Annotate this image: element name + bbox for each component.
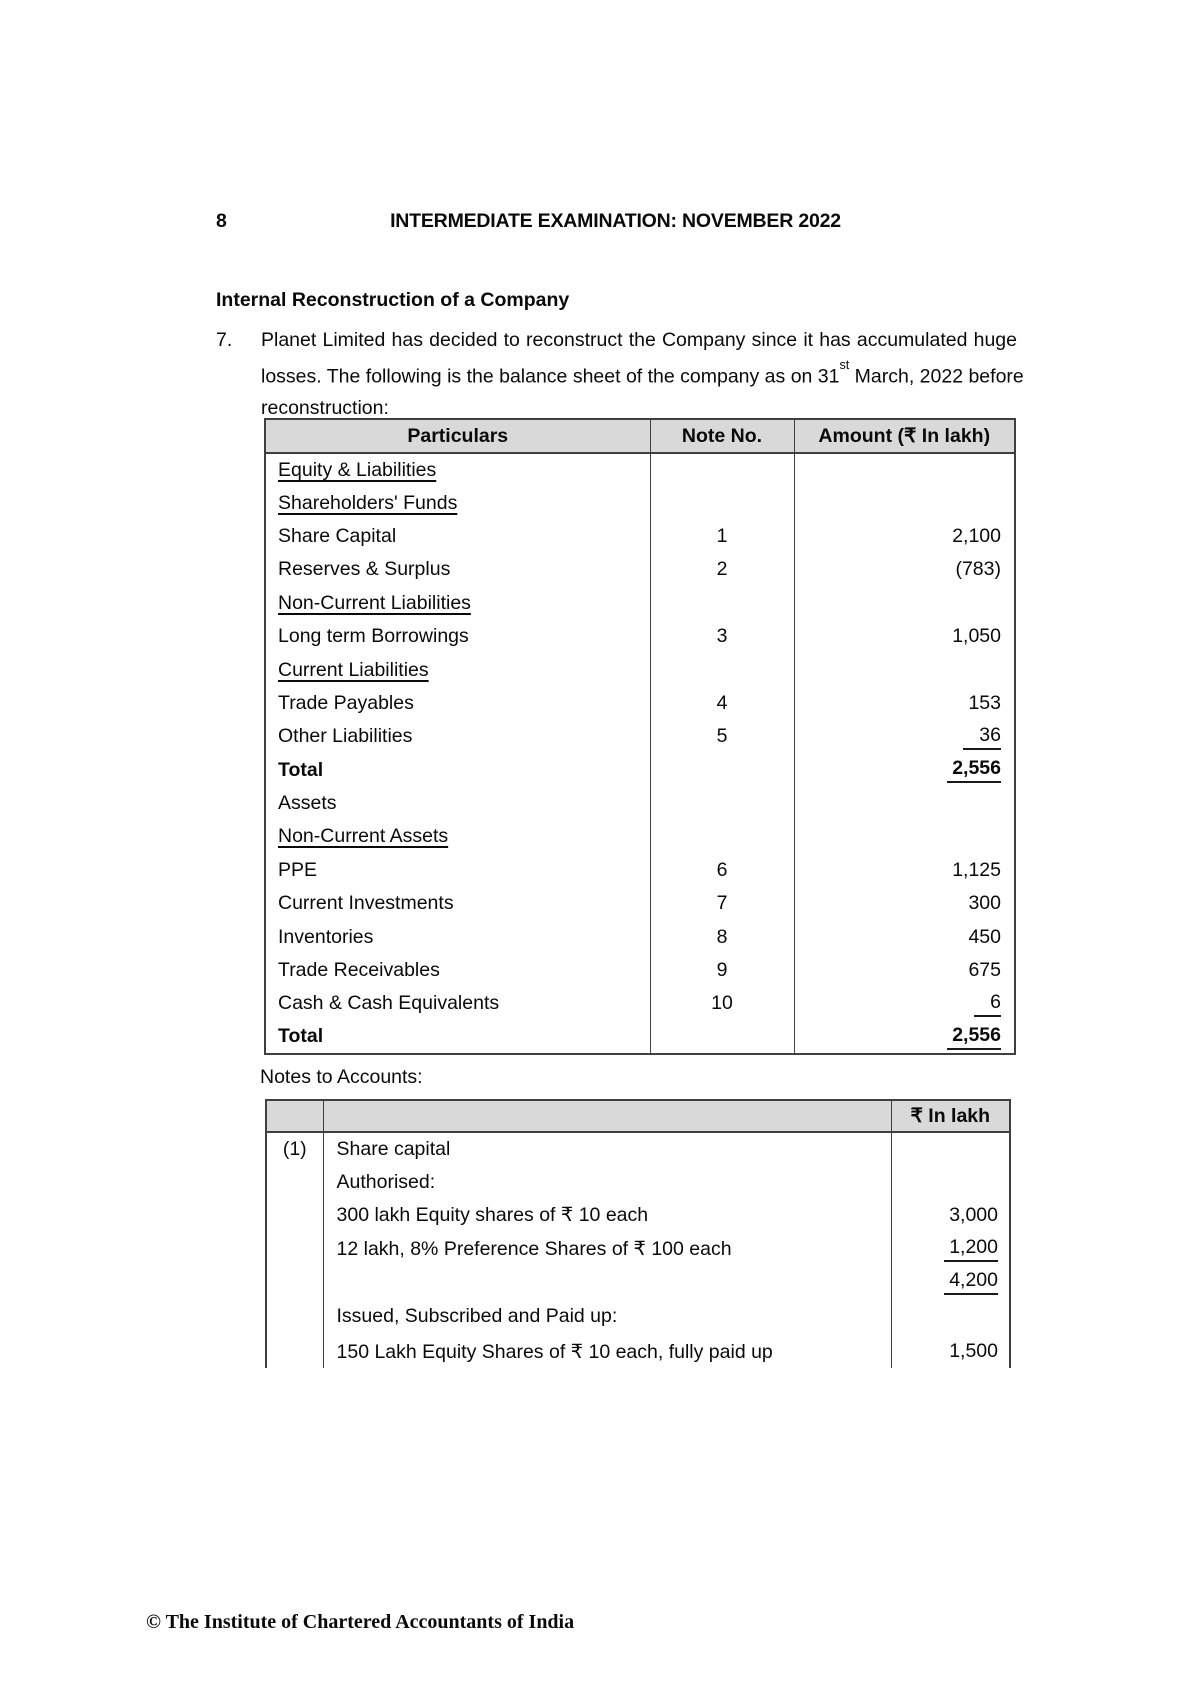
table-row xyxy=(265,854,1015,887)
header-title: INTERMEDIATE EXAMINATION: NOVEMBER 2022 xyxy=(390,210,841,232)
note-number-cell xyxy=(266,1165,323,1198)
note-number-cell xyxy=(266,1232,323,1265)
table-row xyxy=(266,1232,1010,1265)
note-number-cell xyxy=(266,1335,323,1368)
note-number-cell xyxy=(650,787,794,820)
question-paragraph xyxy=(261,325,1024,424)
note-number-cell xyxy=(650,653,794,686)
particulars-cell: Long term Borrowings xyxy=(278,625,469,648)
amount-cell: 2,556 xyxy=(947,1024,1001,1050)
header-particulars: Particulars xyxy=(265,419,650,453)
notes-table xyxy=(265,1099,1011,1368)
table-row xyxy=(265,553,1015,586)
table-row xyxy=(265,720,1015,753)
particulars-cell: Trade Receivables xyxy=(278,959,440,982)
description-cell: Share capital xyxy=(323,1132,891,1165)
note-number-cell: 1 xyxy=(650,520,794,553)
particulars-cell: Reserves & Surplus xyxy=(278,558,451,581)
ordinal-superscript: st xyxy=(839,358,850,372)
note-number-cell xyxy=(650,754,794,787)
table-row xyxy=(266,1165,1010,1198)
paragraph-line: reconstruction: xyxy=(261,396,389,419)
amount-cell: 4,200 xyxy=(944,1269,998,1295)
header-amount: Amount (₹ In lakh) xyxy=(794,419,1015,453)
amount-cell xyxy=(794,820,1015,853)
table-row xyxy=(266,1266,1010,1299)
amount-cell xyxy=(794,453,1015,486)
particulars-cell: Total xyxy=(278,1025,324,1048)
amount-cell: 2,100 xyxy=(794,520,1015,553)
table-row xyxy=(265,787,1015,820)
note-number-cell xyxy=(266,1299,323,1335)
note-number-cell: 3 xyxy=(650,620,794,653)
description-cell: 150 Lakh Equity Shares of ₹ 10 each, fully paid up xyxy=(323,1335,891,1368)
particulars-cell: Non-Current Assets xyxy=(278,825,449,848)
table-row xyxy=(265,820,1015,853)
amount-cell xyxy=(794,653,1015,686)
note-number-cell xyxy=(650,453,794,486)
amount-cell: 2,556 xyxy=(947,757,1001,783)
table-row xyxy=(265,620,1015,653)
particulars-cell: Non-Current Liabilities xyxy=(278,591,471,614)
note-number-cell: 7 xyxy=(650,887,794,920)
paragraph-text: losses. The following is the balance sheet of the company as on 31 xyxy=(261,365,840,388)
table-row xyxy=(266,1132,1010,1165)
note-number-cell xyxy=(650,486,794,519)
paragraph-text: March, 2022 before xyxy=(849,365,1024,388)
particulars-cell: PPE xyxy=(278,858,318,881)
description-cell: Issued, Subscribed and Paid up: xyxy=(323,1299,891,1335)
amount-cell: 1,200 xyxy=(944,1236,998,1262)
amount-cell: 1,125 xyxy=(794,854,1015,887)
note-number-cell xyxy=(650,1021,794,1054)
note-number-cell: 8 xyxy=(650,920,794,953)
amount-cell: 3,000 xyxy=(891,1199,1010,1232)
amount-cell: 153 xyxy=(794,687,1015,720)
table-row xyxy=(265,687,1015,720)
note-number-cell: 4 xyxy=(650,687,794,720)
particulars-cell: Current Investments xyxy=(278,892,454,915)
description-cell: Authorised: xyxy=(323,1165,891,1198)
table-row xyxy=(265,887,1015,920)
note-number-cell: 6 xyxy=(650,854,794,887)
note-number-cell: 10 xyxy=(650,987,794,1020)
note-number-cell xyxy=(266,1266,323,1299)
table-row xyxy=(265,1021,1015,1054)
table-row xyxy=(266,1299,1010,1335)
header-rupees-in-lakh: ₹ In lakh xyxy=(891,1100,1010,1132)
table-header-row xyxy=(265,419,1015,453)
amount-cell xyxy=(794,787,1015,820)
amount-cell xyxy=(891,1165,1010,1198)
table-row xyxy=(265,954,1015,987)
amount-cell: 36 xyxy=(963,724,1001,750)
notes-to-accounts-label: Notes to Accounts: xyxy=(260,1066,423,1088)
amount-cell: 1,050 xyxy=(794,620,1015,653)
balance-sheet-table xyxy=(264,418,1016,1055)
particulars-cell: Cash & Cash Equivalents xyxy=(278,992,500,1015)
amount-cell: 450 xyxy=(794,920,1015,953)
page-number: 8 xyxy=(216,210,227,232)
amount-cell xyxy=(794,486,1015,519)
note-number-cell: 5 xyxy=(650,720,794,753)
section-heading: Internal Reconstruction of a Company xyxy=(216,289,570,311)
table-row xyxy=(266,1199,1010,1232)
amount-cell: (783) xyxy=(794,553,1015,586)
amount-cell: 675 xyxy=(794,954,1015,987)
paragraph-line: Planet Limited has decided to reconstruct the Company since it has accumulated huge xyxy=(261,329,1017,351)
amount-cell xyxy=(891,1299,1010,1335)
note-number-cell: 2 xyxy=(650,553,794,586)
note-number-cell xyxy=(650,587,794,620)
table-row xyxy=(265,486,1015,519)
particulars-cell: Total xyxy=(278,758,324,781)
table-row xyxy=(265,754,1015,787)
paragraph-line xyxy=(261,356,1024,393)
header-empty xyxy=(323,1100,891,1132)
table-row xyxy=(265,587,1015,620)
particulars-cell: Inventories xyxy=(278,925,374,948)
note-number-cell xyxy=(650,820,794,853)
table-row xyxy=(265,653,1015,686)
table-header-row xyxy=(266,1100,1010,1132)
amount-cell xyxy=(891,1132,1010,1165)
amount-cell xyxy=(794,587,1015,620)
particulars-cell: Shareholders' Funds xyxy=(278,491,458,514)
table-row xyxy=(265,920,1015,953)
description-cell xyxy=(323,1266,891,1299)
note-number-cell: (1) xyxy=(282,1137,307,1160)
question-number: 7. xyxy=(216,329,233,351)
table-row xyxy=(266,1335,1010,1368)
amount-cell: 300 xyxy=(794,887,1015,920)
header-empty xyxy=(266,1100,323,1132)
particulars-cell: Equity & Liabilities xyxy=(278,458,437,481)
particulars-cell: Trade Payables xyxy=(278,691,414,714)
table-row xyxy=(265,987,1015,1020)
header-note-no: Note No. xyxy=(650,419,794,453)
table-row xyxy=(265,453,1015,486)
copyright-footer: © The Institute of Chartered Accountants of India xyxy=(146,1611,575,1633)
amount-cell: 6 xyxy=(974,991,1001,1017)
particulars-cell: Current Liabilities xyxy=(278,658,429,681)
particulars-cell: Other Liabilities xyxy=(278,725,413,748)
note-number-cell: 9 xyxy=(650,954,794,987)
amount-cell: 1,500 xyxy=(891,1335,1010,1368)
note-number-cell xyxy=(266,1199,323,1232)
table-row xyxy=(265,520,1015,553)
particulars-cell: Share Capital xyxy=(278,524,397,547)
particulars-cell: Assets xyxy=(278,792,337,815)
description-cell: 12 lakh, 8% Preference Shares of ₹ 100 each xyxy=(323,1232,891,1265)
description-cell: 300 lakh Equity shares of ₹ 10 each xyxy=(323,1199,891,1232)
